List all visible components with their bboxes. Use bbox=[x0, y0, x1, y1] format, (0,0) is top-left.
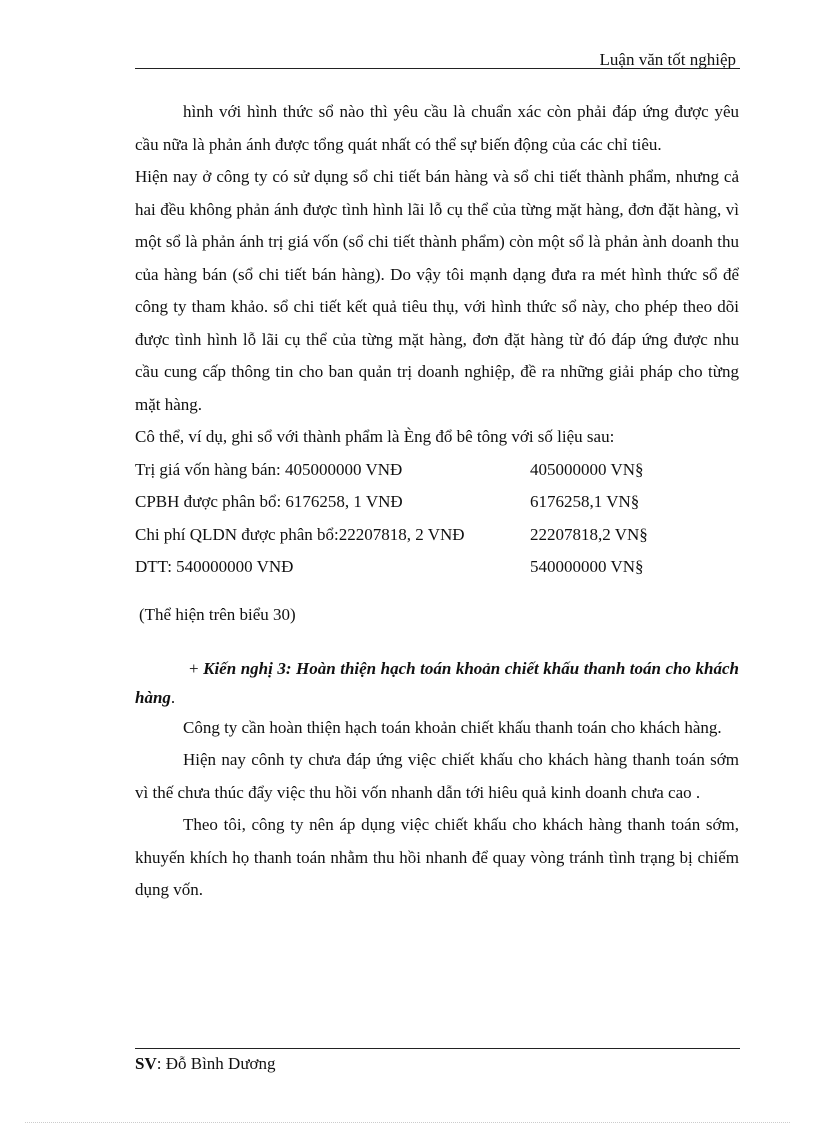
paragraph-3: Cô thể, ví dụ, ghi sổ với thành phẩm là Èng đổ bê tông với số liệu sau: bbox=[135, 427, 615, 446]
header-divider bbox=[135, 68, 740, 69]
figure-label: Chi phí QLDN được phân bổ:22207818, 2 VNĐ bbox=[135, 524, 465, 544]
page-body bbox=[135, 96, 739, 907]
footer-divider bbox=[135, 1048, 740, 1049]
figure-label: CPBH được phân bổ: 6176258, 1 VNĐ bbox=[135, 492, 403, 511]
paragraph-1: hình với hình thức sổ nào thì yêu cầu là chuẩn xác còn phải đáp ứng được yêu cầu nữa là phản ánh được tổng quát nhất có thể sự biến động của các chỉ tiêu. bbox=[135, 102, 739, 154]
recommendation-period: . bbox=[170, 687, 176, 707]
figure-row bbox=[135, 551, 739, 584]
figure-label: DTT: 540000000 VNĐ bbox=[135, 557, 294, 576]
paragraph-2: Hiện nay ở công ty có sử dụng sổ chi tiết bán hàng và sổ chi tiết thành phẩm, nhưng cả hai đều không phản ánh được tình hình lãi lỗ cụ thể của từng mặt hàng, đơn đặt hàng, vì một sổ là phản ánh trị giá vốn (sổ chi tiết thành phẩm) còn một sổ là phản ành doanh thu của hàng bán (sổ chi tiết bán hàng). Do vậy tôi mạnh dạng đưa ra mét hình thức sổ để công ty tham khảo. sổ chi tiết kết quả tiêu thụ, với hình thức sổ này, cho phép theo dõi được tình hình lỗ lãi cụ thể của từng mặt hàng, đơn đặt hàng từ đó đáp ứng được nhu cầu cung cấp thông tin cho ban quản trị doanh nghiệp, đề ra những giải pháp cho từng mặt hàng. bbox=[135, 167, 739, 414]
figures-list bbox=[135, 454, 739, 584]
footer-label: SV bbox=[135, 1054, 157, 1073]
recommendation-title: Kiến nghị 3: Hoàn thiện hạch toán khoản chiết khấu thanh toán cho khách hàng bbox=[135, 658, 739, 707]
paragraph-5: Hiện nay cônh ty chưa đáp ứng việc chiết khấu cho khách hàng thanh toán sớm vì thế chưa thúc đẩy việc thu hồi vốn nhanh dẫn tới hiêu quả kinh doanh chưa cao . bbox=[135, 750, 739, 802]
figure-value: 405000000 VN§ bbox=[530, 459, 644, 479]
running-header-title: Luận văn tốt nghiệp bbox=[599, 50, 736, 69]
figure-value: 540000000 VN§ bbox=[530, 557, 644, 576]
paragraph-4: Công ty cần hoàn thiện hạch toán khoản chiết khấu thanh toán cho khách hàng. bbox=[183, 717, 722, 737]
figure-label: Trị giá vốn hàng bán: 405000000 VNĐ bbox=[135, 459, 403, 479]
figure-value: 6176258,1 VN§ bbox=[530, 492, 640, 511]
paragraph-6: Theo tôi, công ty nên áp dụng việc chiết khấu cho khách hàng thanh toán sớm, khuyến khích họ thanh toán nhằm thu hồi nhanh để quay vòng tránh tình trạng bị chiếm dụng vốn. bbox=[135, 815, 739, 899]
figure-value: 22207818,2 VN§ bbox=[530, 524, 648, 544]
recommendation-bullet: + bbox=[189, 658, 204, 678]
figure-row bbox=[135, 519, 739, 552]
footer-name: : Đỗ Bình Dương bbox=[156, 1054, 276, 1073]
recommendation-heading bbox=[135, 654, 739, 712]
figure-note: (Thể hiện trên biểu 30) bbox=[139, 604, 296, 624]
figure-row bbox=[135, 454, 739, 487]
footer-author bbox=[135, 1054, 276, 1074]
figure-row bbox=[135, 486, 739, 519]
